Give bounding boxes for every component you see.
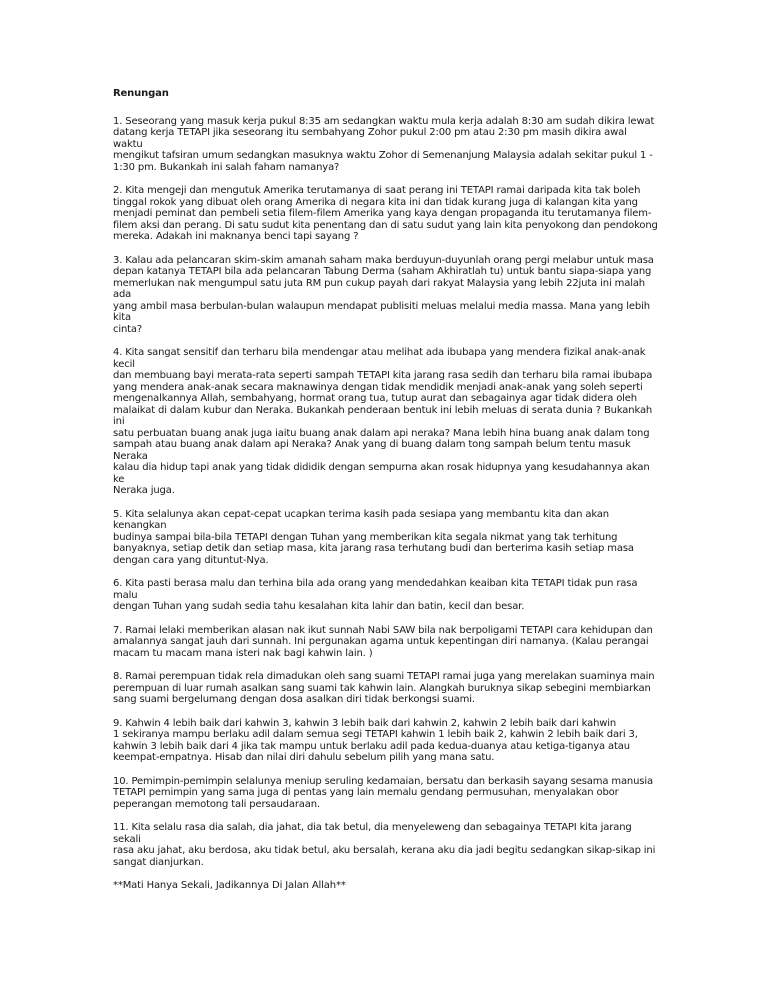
document-page <box>113 88 658 892</box>
paragraph-3: 3. Kalau ada pelancaran skim-skim amanah saham maka berduyun-duyunlah orang pergi melabur untuk masa depan katanya TETAPI bila ada pelancaran Tabung Derma (saham Akhiratlah tu) untuk bantu siapa-siapa yang memerlukan nak mengumpul satu juta RM pun cukup payah dari rakyat Malaysia yang lebih 22juta ini malah ada yang ambil masa berbulan-bulan walaupun mendapat publisiti meluas melalui media massa. Mana yang lebih kita cinta? <box>113 254 654 335</box>
paragraph-7: 7. Ramai lelaki memberikan alasan nak ikut sunnah Nabi SAW bila nak berpoligami TETAPI cara kehidupan dan amalannya sangat jauh dari sunnah. Ini pergunakan agama untuk kepentingan diri namanya. (Kalau perangai macam tu macam mana isteri nak bagi kahwin lain. ) <box>113 624 653 659</box>
paragraph-10: 10. Pemimpin-pemimpin selalunya meniup seruling kedamaian, bersatu dan berkasih sayang sesama manusia TETAPI pemimpin yang sama juga di pentas yang lain memalu gendang permusuhan, menyalakan obor peperangan memotong tali persaudaraan. <box>113 775 653 810</box>
paragraph-1: 1. Seseorang yang masuk kerja pukul 8:35 am sedangkan waktu mula kerja adalah 8:30 am sudah dikira lewat datang kerja TETAPI jika seseorang itu sembahyang Zohor pukul 2:00 pm atau 2:30 pm masih dikira awal waktu mengikut tafsiran umum sedangkan masuknya waktu Zohor di Semenanjung Malaysia adalah sekitar pukul 1 - 1:30 pm. Bukankah ini salah faham namanya? <box>113 115 655 173</box>
paragraph-11: 11. Kita selalu rasa dia salah, dia jahat, dia tak betul, dia menyeleweng dan sebagainya TETAPI kita jarang sekali rasa aku jahat, aku berdosa, aku tidak betul, aku bersalah, kerana aku dia jadi begitu sedangkan sikap-sikap ini sangat dianjurkan. <box>113 822 656 868</box>
paragraph-5: 5. Kita selalunya akan cepat-cepat ucapkan terima kasih pada sesiapa yang membantu kita dan akan kenangkan budinya sampai bila-bila TETAPI dengan Tuhan yang memberikan kita segala nikmat yang tak terhitung banyaknya, setiap detik dan setiap masa, kita jarang rasa terhutang budi dan berterima kasih setiap masa dengan cara yang dituntut-Nya. <box>113 508 634 566</box>
paragraph-2: 2. Kita mengeji dan mengutuk Amerika terutamanya di saat perang ini TETAPI ramai daripada kita tak boleh tinggal rokok yang dibuat oleh orang Amerika di negara kita ini dan tidak kurang juga di kalangan kita yang menjadi peminat dan pembeli setia filem-filem Amerika yang kaya dengan propaganda itu terutamanya filem- filem aksi dan perang. Di satu sudut kita penentang dan di satu sudut yang lain kita penyokong dan pendokong mereka. Adakah ini maknanya benci tapi sayang ? <box>113 185 658 242</box>
paragraph-9: 9. Kahwin 4 lebih baik dari kahwin 3, kahwin 3 lebih baik dari kahwin 2, kahwin 2 lebih baik dari kahwin 1 sekiranya mampu berlaku adil dalam semua segi TETAPI kahwin 1 lebih baik 2, kahwin 2 lebih baik dari 3, kahwin 3 lebih baik dari 4 jika tak mampu untuk berlaku adil pada kedua-duanya atau ketiga-tiganya atau keempat-empatnya. Hisab dan nilai diri dahulu sebelum pilih yang mana satu. <box>113 717 638 763</box>
paragraph-6: 6. Kita pasti berasa malu dan terhina bila ada orang yang mendedahkan keaiban kita TETAPI tidak pun rasa malu dengan Tuhan yang sudah sedia tahu kesalahan kita lahir dan batin, kecil dan besar. <box>113 578 638 612</box>
paragraph-4: 4. Kita sangat sensitif dan terharu bila mendengar atau melihat ada ibubapa yang mendera fizikal anak-anak kecil dan membuang bayi merata-rata seperti sampah TETAPI kita jarang rasa sedih dan terharu bila ramai ibubapa yang mendera anak-anak secara maknawinya dengan tidak mendidik menjadi anak-anak yang soleh seperti mengenalkannya Allah, sembahyang, hormat orang tua, tutup aurat dan sebagainya agar tidak didera oleh malaikat di dalam kubur dan Neraka. Bukankah penderaan bentuk ini lebih meluas di serata dunia ? Bukankah ini satu perbuatan buang anak juga iaitu buang anak dalam api neraka? Mana lebih hina buang anak dalam tong sampah atau buang anak dalam api Neraka? Anak yang di buang dalam tong sampah belum tentu masuk Neraka kalau dia hidup tapi anak yang tidak dididik dengan sempurna akan rosak hidupnya yang kesudahannya akan ke Neraka juga. <box>113 347 653 496</box>
document-title: Renungan <box>113 88 169 99</box>
closing-line: **Mati Hanya Sekali, Jadikannya Di Jalan Allah** <box>113 880 346 891</box>
paragraph-8: 8. Ramai perempuan tidak rela dimadukan oleh sang suami TETAPI ramai juga yang merelakan suaminya main perempuan di luar rumah asalkan sang suami tak kahwin lain. Alangkah buruknya sikap sebegini membiarkan sang suami bergelumang dengan dosa asalkan diri tidak berkongsi suami. <box>113 671 655 705</box>
